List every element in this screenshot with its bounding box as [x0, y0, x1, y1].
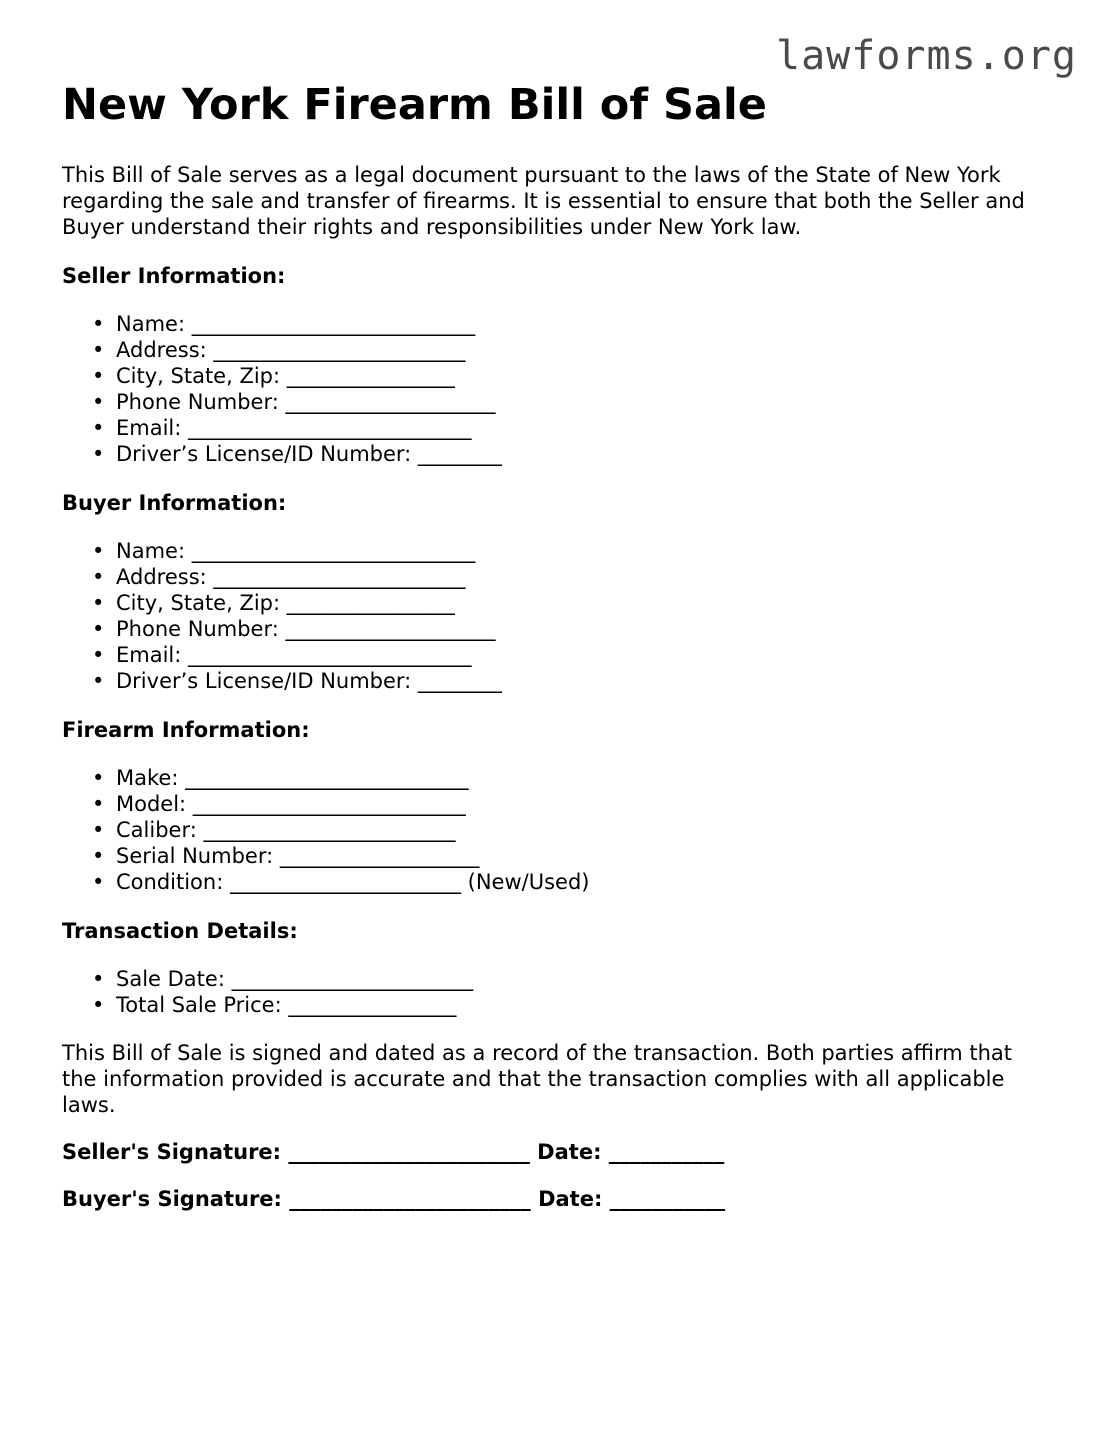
transaction-field-list	[62, 966, 1052, 1018]
seller-address-field: • Address: ________________________	[116, 337, 1052, 363]
seller-phone-field: • Phone Number: ____________________	[116, 389, 1052, 415]
firearm-caliber-field: • Caliber: ________________________	[116, 817, 1052, 843]
firearm-condition-field: • Condition: ______________________ (New/Used)	[116, 869, 1052, 895]
buyer-phone-field: • Phone Number: ____________________	[116, 616, 1052, 642]
buyer-name-field: • Name: ___________________________	[116, 538, 1052, 564]
buyer-section-heading: Buyer Information:	[62, 491, 287, 515]
seller-signature-line: Seller's Signature: _______________________ Date: ___________	[62, 1140, 725, 1164]
seller-field-list	[62, 311, 1052, 467]
seller-name-field: • Name: ___________________________	[116, 311, 1052, 337]
sale-price-field: • Total Sale Price: ________________	[116, 992, 1052, 1018]
seller-license-field: • Driver’s License/ID Number: ________	[116, 441, 1052, 467]
firearm-serial-field: • Serial Number: ___________________	[116, 843, 1052, 869]
site-watermark: lawforms.org	[776, 33, 1077, 79]
transaction-section-heading: Transaction Details:	[62, 919, 298, 943]
buyer-city-state-zip-field: • City, State, Zip: ________________	[116, 590, 1052, 616]
document-page	[62, 78, 1052, 1212]
buyer-address-field: • Address: ________________________	[116, 564, 1052, 590]
seller-city-state-zip-field: • City, State, Zip: ________________	[116, 363, 1052, 389]
seller-section-heading: Seller Information:	[62, 264, 286, 288]
buyer-signature-line: Buyer's Signature: _______________________ Date: ___________	[62, 1187, 726, 1211]
intro-paragraph: This Bill of Sale serves as a legal document pursuant to the laws of the State of New York regarding the sale and transfer of firearms. It is essential to ensure that both the Seller and Buyer understand their rights and responsibilities under New York law.	[62, 163, 1025, 239]
sale-date-field: • Sale Date: _______________________	[116, 966, 1052, 992]
document-title: New York Firearm Bill of Sale	[62, 80, 767, 130]
buyer-license-field: • Driver’s License/ID Number: ________	[116, 668, 1052, 694]
firearm-make-field: • Make: ___________________________	[116, 765, 1052, 791]
closing-paragraph: This Bill of Sale is signed and dated as a record of the transaction. Both parties affirm that the information provided is accurate and that the transaction complies with all applicable laws.	[62, 1041, 1012, 1117]
seller-email-field: • Email: ___________________________	[116, 415, 1052, 441]
buyer-email-field: • Email: ___________________________	[116, 642, 1052, 668]
firearm-model-field: • Model: __________________________	[116, 791, 1052, 817]
buyer-field-list	[62, 538, 1052, 694]
firearm-field-list	[62, 765, 1052, 895]
firearm-section-heading: Firearm Information:	[62, 718, 310, 742]
